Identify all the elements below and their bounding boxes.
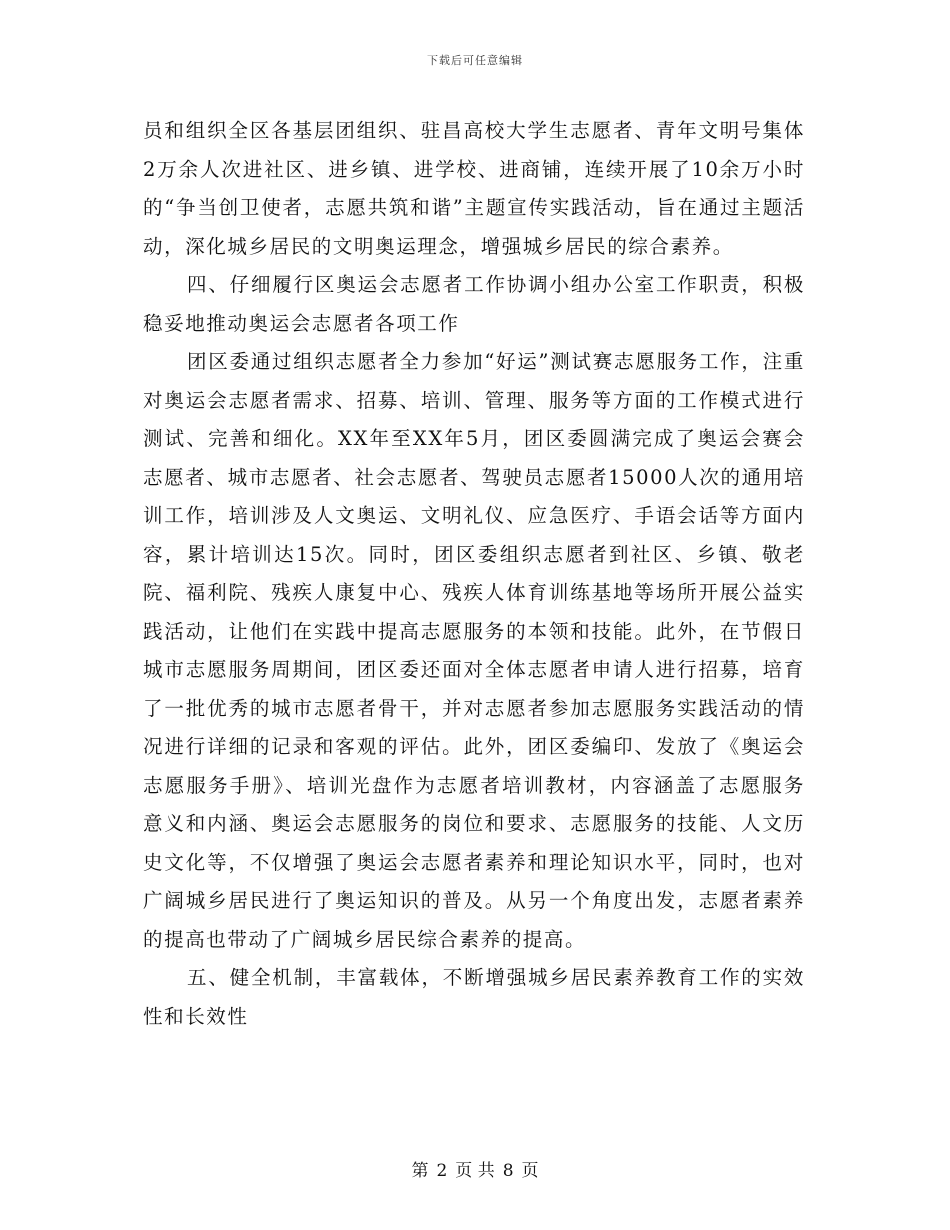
paragraph-continuation: 员和组织全区各基层团组织、驻昌高校大学生志愿者、青年文明号集体2万余人次进社区、进乡镇、进学校、进商铺，连续开展了10余万小时的“争当创卫使者，志愿共筑和谐”主题宣传实践活动，旨在通过主题活动，深化城乡居民的文明奥运理念，增强城乡居民的综合素养。 xyxy=(143,119,805,258)
page-header: 下载后可任意编辑 xyxy=(427,54,523,67)
document-body xyxy=(143,112,805,1036)
paragraph-body: 团区委通过组织志愿者全力参加“好运”测试赛志愿服务工作，注重对奥运会志愿者需求、招募、培训、管理、服务等方面的工作模式进行测试、完善和细化。XX年至XX年5月，团区委圆满完成了奥运会赛会志愿者、城市志愿者、社会志愿者、驾驶员志愿者15000人次的通用培训工作，培训涉及人文奥运、文明礼仪、应急医疗、手语会话等方面内容，累计培训达15次。同时，团区委组织志愿者到社区、乡镇、敬老院、福利院、残疾人康复中心、残疾人体育训练基地等场所开展公益实践活动，让他们在实践中提高志愿服务的本领和技能。此外，在节假日城市志愿服务周期间，团区委还面对全体志愿者申请人进行招募，培育了一批优秀的城市志愿者骨干，并对志愿者参加志愿服务实践活动的情况进行详细的记录和客观的评估。此外，团区委编印、发放了《奥运会志愿服务手册》、培训光盘作为志愿者培训教材，内容涵盖了志愿服务意义和内涵、奥运会志愿服务的岗位和要求、志愿服务的技能、人文历史文化等，不仅增强了奥运会志愿者素养和理论知识水平，同时，也对广阔城乡居民进行了奥运知识的普及。从另一个角度出发，志愿者素养的提高也带动了广阔城乡居民综合素养的提高。 xyxy=(143,350,805,951)
footer-total-pages: 8 xyxy=(502,1161,514,1181)
footer-page-number: 2 xyxy=(436,1161,448,1181)
footer-mid: 页 共 xyxy=(455,1161,495,1181)
footer-prefix: 第 xyxy=(411,1161,429,1181)
section-heading-5: 五、健全机制，丰富载体，不断增强城乡居民素养教育工作的实效性和长效性 xyxy=(143,966,805,1028)
section-heading-4: 四、仔细履行区奥运会志愿者工作协调小组办公室工作职责，积极稳妥地推动奥运会志愿者各项工作 xyxy=(143,273,805,335)
page-footer xyxy=(0,1156,950,1181)
footer-suffix: 页 xyxy=(521,1161,539,1181)
